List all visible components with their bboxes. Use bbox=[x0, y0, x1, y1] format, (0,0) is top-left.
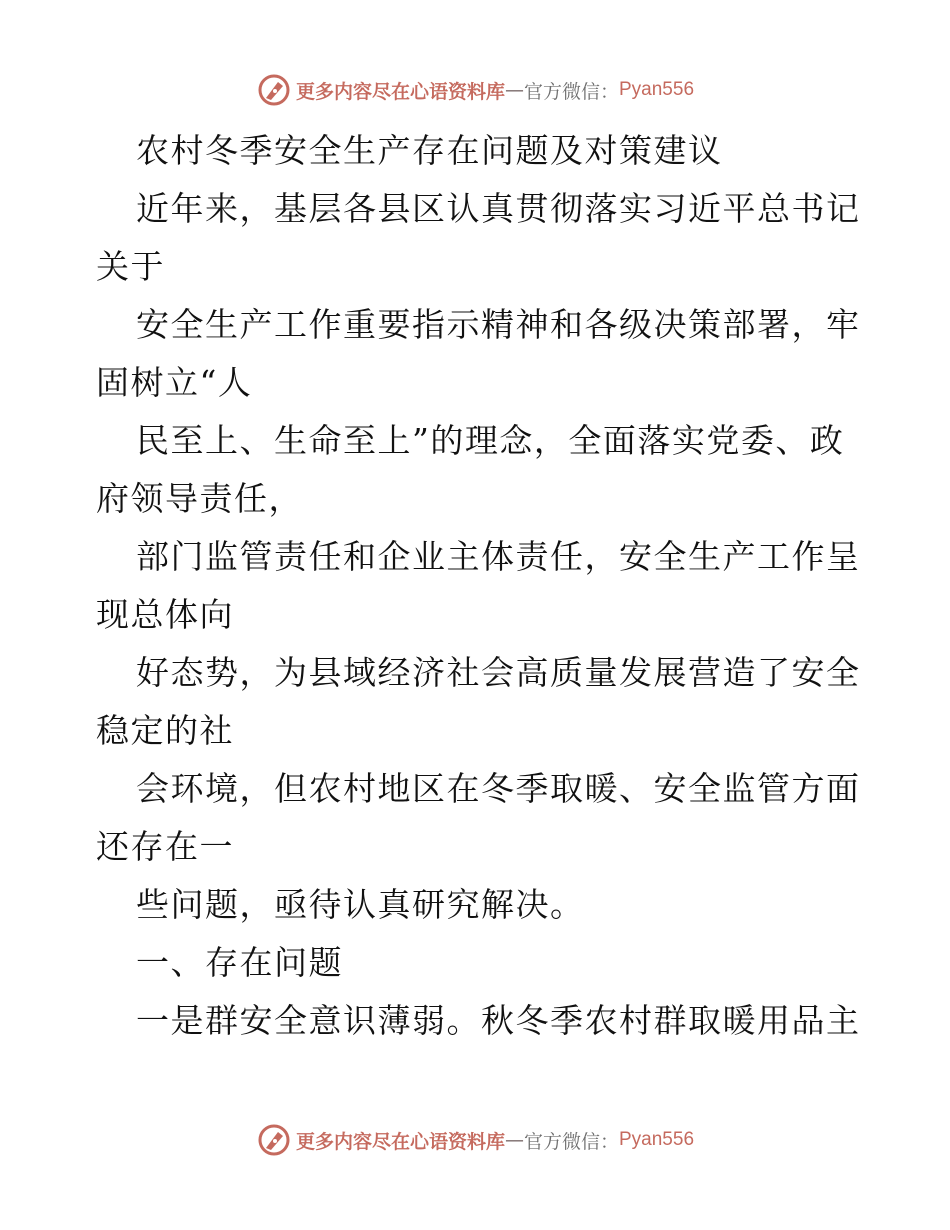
section-heading: 一、存在问题 bbox=[136, 943, 343, 982]
watermark-wechat-id: Pyan556 bbox=[619, 1129, 695, 1150]
body-line: 部门监管责任和企业主体责任，安全生产工作呈 bbox=[136, 537, 861, 576]
pen-nib-circle-icon bbox=[256, 1122, 292, 1158]
body-line: 关于 bbox=[96, 247, 165, 286]
body-line: 安全生产工作重要指示精神和各级决策部署，牢 bbox=[136, 305, 861, 344]
body-line: 一是群安全意识薄弱。秋冬季农村群取暖用品主 bbox=[136, 1001, 861, 1040]
body-line: 会环境，但农村地区在冬季取暖、安全监管方面 bbox=[136, 769, 861, 808]
header-watermark bbox=[0, 70, 950, 110]
document-title: 农村冬季安全生产存在问题及对策建议 bbox=[136, 131, 723, 170]
body-line: 府领导责任， bbox=[96, 479, 303, 518]
watermark-dash: — bbox=[504, 1129, 524, 1151]
watermark-wechat-label: 官方微信： bbox=[523, 1130, 619, 1153]
body-line: 些问题，亟待认真研究解决。 bbox=[136, 885, 585, 924]
body-line: 稳定的社 bbox=[96, 711, 234, 750]
pen-nib-circle-icon bbox=[256, 72, 292, 108]
document-body bbox=[96, 122, 861, 1050]
footer-watermark bbox=[0, 1120, 950, 1160]
body-line: 好态势，为县域经济社会高质量发展营造了安全 bbox=[136, 653, 861, 692]
watermark-wechat-label: 官方微信： bbox=[523, 80, 619, 103]
watermark-dash: — bbox=[504, 79, 524, 101]
body-line: 民至上、生命至上”的理念，全面落实党委、政 bbox=[136, 421, 845, 460]
watermark-main-text: 更多内容尽在心语资料库 bbox=[295, 1130, 505, 1153]
body-line: 现总体向 bbox=[96, 595, 234, 634]
body-line: 近年来，基层各县区认真贯彻落实习近平总书记 bbox=[136, 189, 861, 228]
body-line: 固树立“人 bbox=[96, 363, 253, 402]
watermark-wechat-id: Pyan556 bbox=[619, 79, 695, 100]
body-line: 还存在一 bbox=[96, 827, 234, 866]
watermark-main-text: 更多内容尽在心语资料库 bbox=[295, 80, 505, 103]
